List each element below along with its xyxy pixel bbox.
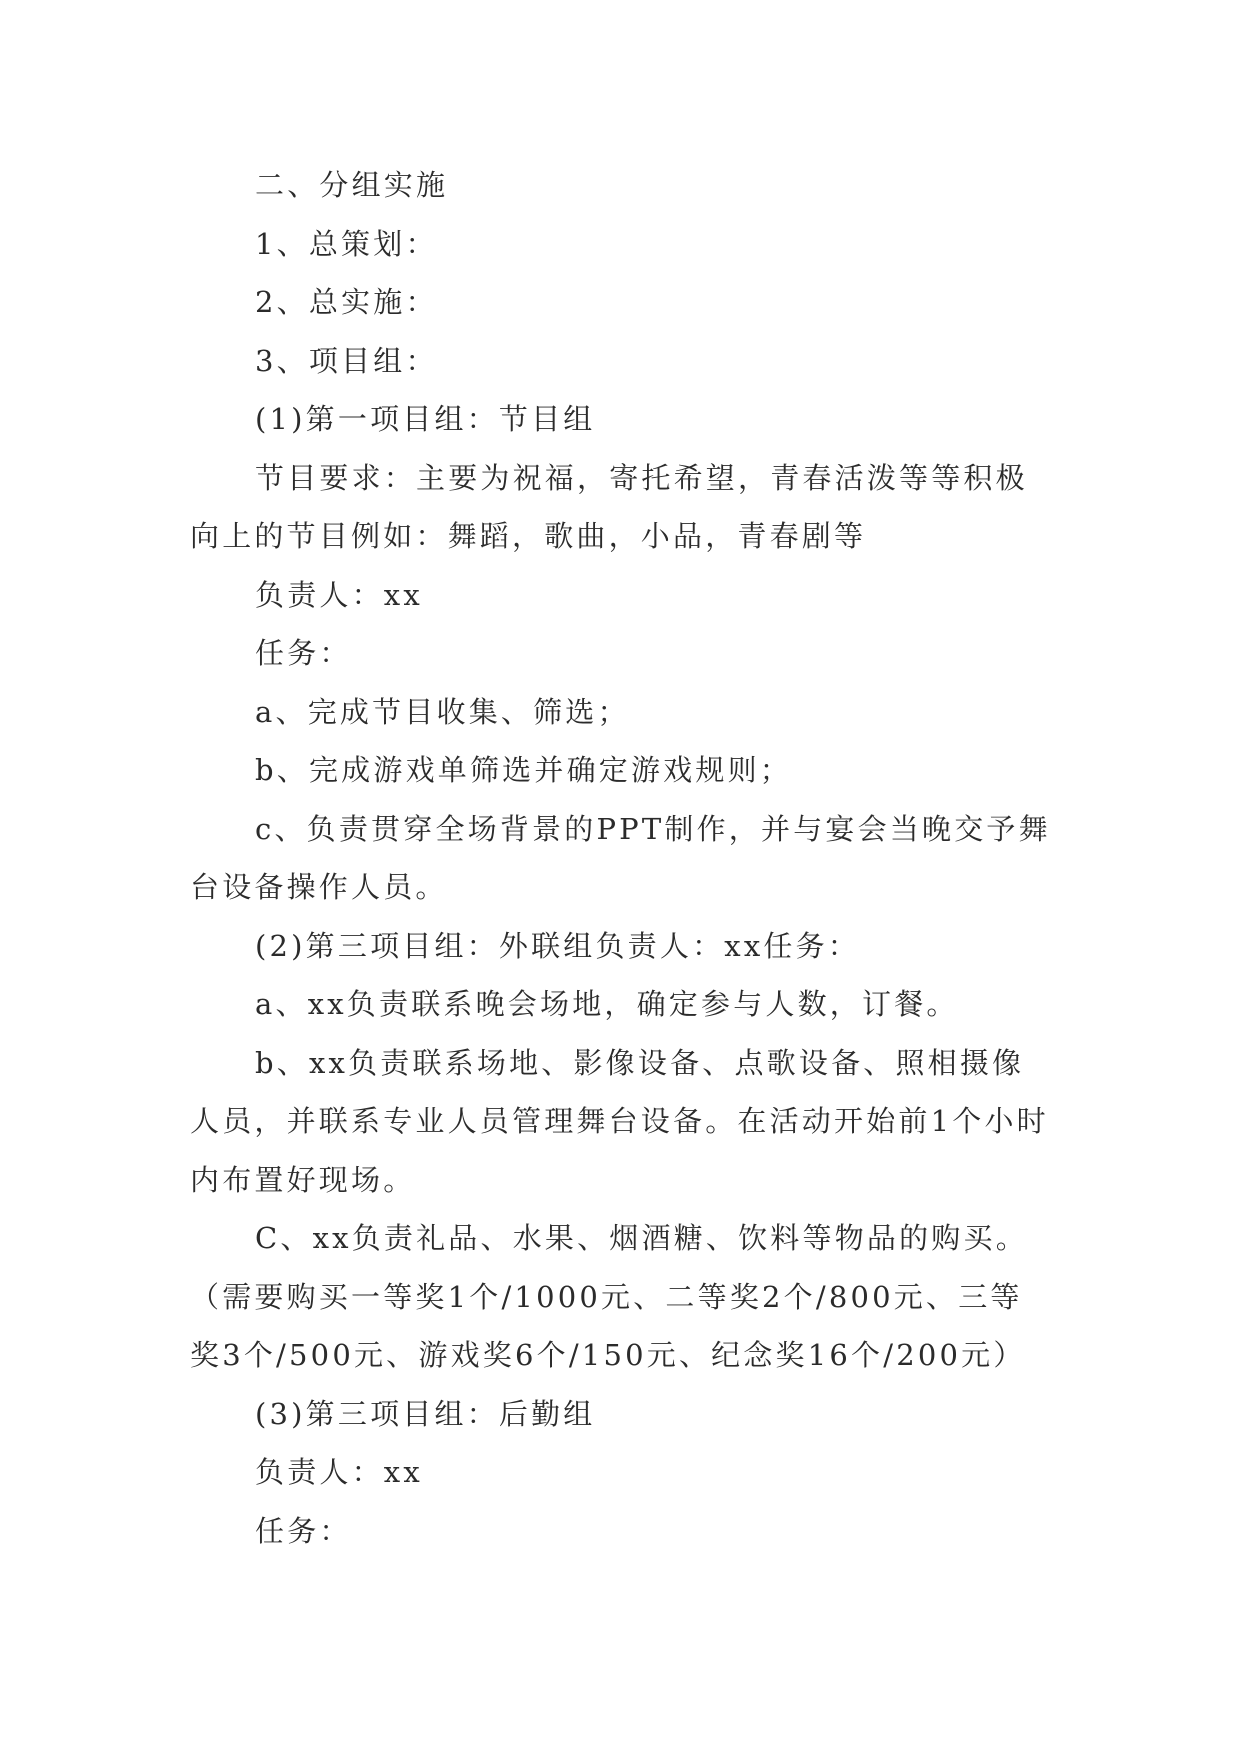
subsection-heading: (2)第三项目组：外联组负责人：xx任务： <box>255 928 860 963</box>
list-item: 3、项目组： <box>255 343 438 378</box>
paragraph: 任务： <box>255 636 352 670</box>
list-item: C、xx负责礼品、水果、烟酒糖、饮料等物品的购买。（需要购买一等奖1个/1000元、二等奖2个/800元、三等奖3个/500元、游戏奖6个/150元、纪念奖16个/200元） <box>190 1221 1028 1372</box>
list-item: 2、总实施： <box>255 285 438 319</box>
subsection-heading: (3)第三项目组：后勤组 <box>255 1396 596 1431</box>
list-item: b、完成游戏单筛选并确定游戏规则； <box>255 753 792 787</box>
list-item: a、完成节目收集、筛选； <box>255 694 630 729</box>
paragraph: 任务： <box>255 1513 352 1548</box>
document-body <box>190 156 1052 1560</box>
list-item: 1、总策划： <box>255 226 438 261</box>
paragraph: 负责人：xx <box>255 1455 423 1489</box>
paragraph: 节目要求：主要为祝福，寄托希望，青春活泼等等积极向上的节目例如：舞蹈，歌曲，小品，青春剧等 <box>190 460 1028 553</box>
list-item: b、xx负责联系场地、影像设备、点歌设备、照相摄像人员，并联系专业人员管理舞台设备。在活动开始前1个小时内布置好现场。 <box>190 1045 1049 1197</box>
list-item: c、负责贯穿全场背景的PPT制作，并与宴会当晚交予舞台设备操作人员。 <box>190 811 1051 904</box>
paragraph: 负责人：xx <box>255 577 423 612</box>
subsection-heading: (1)第一项目组：节目组 <box>255 402 596 436</box>
section-heading: 二、分组实施 <box>255 168 449 202</box>
list-item: a、xx负责联系晚会场地，确定参与人数，订餐。 <box>255 987 959 1021</box>
